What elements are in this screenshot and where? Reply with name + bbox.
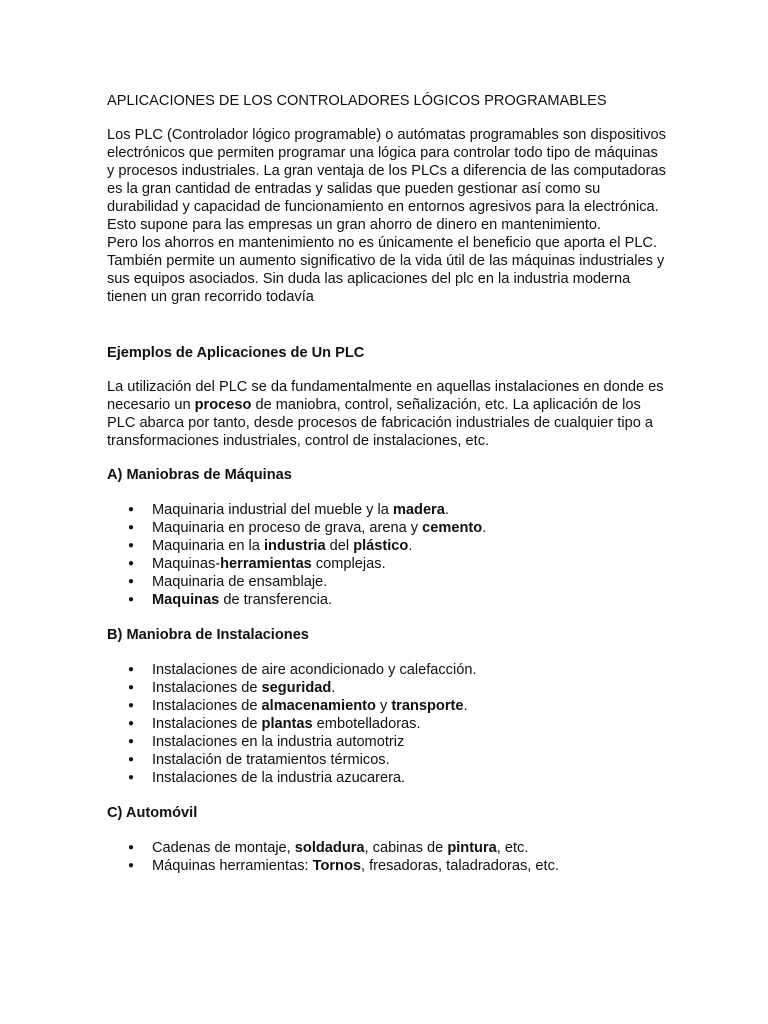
list-item: ● Máquinas herramientas: Tornos, fresadoras, taladradoras, etc. (128, 858, 559, 874)
bullet-list (107, 661, 667, 787)
bullet-icon: ● (128, 664, 135, 675)
list-item: ● Cadenas de montaje, soldadura, cabinas de pintura, etc. (128, 840, 529, 856)
list-item: ● Maquinaria en proceso de grava, arena y cemento. (128, 520, 487, 536)
list-item: ● Instalaciones en la industria automotriz (128, 734, 405, 750)
group-heading: A) Maniobras de Máquinas (107, 467, 292, 483)
bullet-icon: ● (128, 522, 135, 533)
list-item: ● Instalaciones de la industria azucarera. (128, 770, 406, 786)
intro-text: de maniobra, control, señalización, etc. La aplicación de los PLC abarca por tanto, desde procesos de fabricación industriales de cualquier tipo a transformaciones industriales, control de instalaciones, etc. (107, 397, 653, 449)
paragraph: Esto supone para las empresas un gran ahorro de dinero en mantenimiento. (107, 217, 602, 233)
section-intro (107, 378, 667, 450)
bullet-icon: ● (128, 700, 135, 711)
list-item: ● Instalaciones de seguridad. (128, 680, 336, 696)
bullet-icon: ● (128, 772, 135, 783)
list-item: ● Instalaciones de aire acondicionado y calefacción. (128, 662, 477, 678)
bullet-icon: ● (128, 718, 135, 729)
bullet-icon: ● (128, 576, 135, 587)
bullet-icon: ● (128, 860, 135, 871)
list-item: ● Instalación de tratamientos térmicos. (128, 752, 390, 768)
list-item: ● Maquinaria de ensamblaje. (128, 574, 328, 590)
paragraph: Pero los ahorros en mantenimiento no es únicamente el beneficio que aporta el PLC. También permite un aumento significativo de la vida útil de las máquinas industriales y sus equipos asociados. Sin duda las aplicaciones del plc en la industria moderna tienen un gran recorrido todavía (107, 235, 665, 305)
bullet-icon: ● (128, 558, 135, 569)
document-page (107, 92, 667, 892)
bullet-icon: ● (128, 504, 135, 515)
document-title: APLICACIONES DE LOS CONTROLADORES LÓGICOS PROGRAMABLES (107, 93, 607, 109)
bullet-icon: ● (128, 540, 135, 551)
intro-text: La utilización del PLC se da fundamentalmente en aquellas instalaciones en donde es necesario un (107, 379, 664, 413)
paragraph: Los PLC (Controlador lógico programable) o autómatas programables son dispositivos electrónicos que permiten programar una lógica para controlar todo tipo de máquinas y procesos industriales. La gran ventaja de los PLCs a diferencia de las computadoras es la gran cantidad de entradas y salidas que pueden gestionar así como su durabilidad y capacidad de funcionamiento en entornos agresivos para la electrónica. (107, 127, 666, 215)
list-item: ● Maquinaria en la industria del plástico. (128, 538, 413, 554)
section-title: Ejemplos de Aplicaciones de Un PLC (107, 345, 365, 361)
intro-paragraphs (107, 126, 667, 306)
list-item: ● Maquinas-herramientas complejas. (128, 556, 386, 572)
bullet-icon: ● (128, 594, 135, 605)
group-heading: B) Maniobra de Instalaciones (107, 627, 309, 643)
list-item: ● Instalaciones de almacenamiento y transporte. (128, 698, 468, 714)
list-item: ● Instalaciones de plantas embotelladoras. (128, 716, 421, 732)
bullet-list (107, 839, 667, 875)
group-heading: C) Automóvil (107, 805, 198, 821)
bullet-icon: ● (128, 736, 135, 747)
list-item: ● Maquinaria industrial del mueble y la madera. (128, 502, 449, 518)
bullet-icon: ● (128, 754, 135, 765)
intro-bold: proceso (194, 397, 252, 413)
list-item: ● Maquinas de transferencia. (128, 592, 333, 608)
bullet-icon: ● (128, 682, 135, 693)
bullet-icon: ● (128, 842, 135, 853)
bullet-list (107, 501, 667, 609)
